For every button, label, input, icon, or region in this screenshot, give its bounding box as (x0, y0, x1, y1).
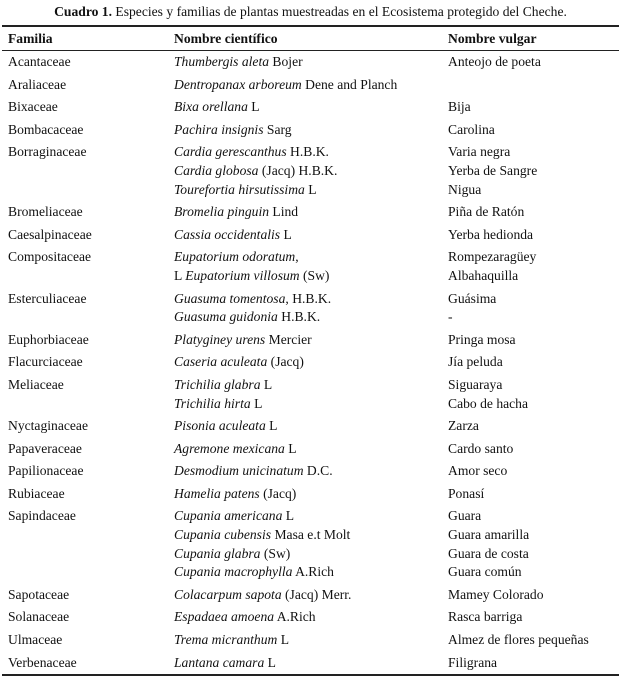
caption-text: Especies y familias de plantas muestreadas en el Ecosistema protegido del Cheche. (112, 4, 567, 19)
familia-cell: Esterculiaceae (8, 290, 87, 306)
species-authority: H.B.K. (286, 144, 329, 160)
scientific-name (174, 417, 442, 436)
nombre-vulgar-cell (442, 224, 619, 247)
species-binomial: Cupania macrophylla (174, 564, 293, 580)
common-name: Carolina (448, 121, 495, 137)
nombre-cientifico-cell (168, 51, 442, 74)
common-name: Guara común (448, 564, 522, 580)
species-authority: (Jacq) Merr. (281, 586, 352, 602)
species-table (2, 25, 619, 676)
scientific-name (174, 631, 442, 650)
species-binomial: Hamelia patens (174, 485, 260, 501)
species-binomial: Pachira insignis (174, 121, 264, 137)
scientific-name (174, 395, 442, 414)
nombre-vulgar-cell (442, 374, 619, 415)
familia-cell: Solanaceae (8, 609, 70, 625)
scientific-name (174, 440, 442, 459)
familia-cell: Papilionaceae (8, 463, 84, 479)
nombre-vulgar-cell (442, 629, 619, 652)
caption-label: Cuadro 1. (54, 4, 113, 19)
scientific-name (174, 143, 442, 162)
scientific-name (174, 507, 442, 526)
familia-cell: Sapotaceae (8, 586, 70, 602)
common-name: Cabo de hacha (448, 395, 529, 411)
species-binomial: Tourefortia hirsutissima (174, 181, 305, 197)
familia-cell: Verbenaceae (2, 652, 168, 676)
table-row (2, 606, 619, 629)
species-binomial: Trichilia glabra (174, 376, 261, 392)
species-binomial: Desmodium unicinatum (174, 463, 304, 479)
nombre-cientifico-cell (168, 483, 442, 506)
species-authority: L (284, 440, 297, 456)
table-row (2, 96, 619, 119)
common-name: Bija (448, 99, 471, 115)
scientific-name (174, 654, 442, 673)
nombre-vulgar-cell (442, 652, 619, 676)
species-authority: L (174, 267, 186, 283)
species-binomial: Cupania glabra (174, 545, 261, 561)
species-binomial: Colacarpum sapota (174, 586, 282, 602)
scientific-name (174, 353, 442, 372)
table-row (2, 74, 619, 97)
nombre-cientifico-cell (168, 584, 442, 607)
nombre-cientifico-cell (168, 288, 442, 329)
common-name: Zarza (448, 418, 479, 434)
table-row (2, 119, 619, 142)
table-row (2, 51, 619, 74)
scientific-name (174, 290, 442, 309)
nombre-vulgar-cell (442, 329, 619, 352)
species-binomial: Cardia globosa (174, 162, 259, 178)
common-name: Piña de Ratón (448, 204, 525, 220)
nombre-vulgar-cell (442, 119, 619, 142)
species-binomial: Pisonia aculeata (174, 418, 266, 434)
common-name: Cardo santo (448, 440, 514, 456)
nombre-cientifico-cell (168, 652, 442, 676)
scientific-name (174, 563, 442, 582)
scientific-name (174, 526, 442, 545)
table-row (2, 438, 619, 461)
species-authority: , (295, 249, 299, 265)
species-authority: L (280, 226, 292, 242)
table-row (2, 141, 619, 201)
species-authority: L (250, 395, 263, 411)
species-authority: Bojer (269, 54, 303, 69)
nombre-cientifico-cell (168, 505, 442, 583)
scientific-name (174, 203, 442, 222)
species-authority: H.B.K. (277, 309, 321, 325)
species-authority: L (265, 418, 278, 434)
species-authority: (Jacq) (259, 485, 297, 501)
common-name: Anteojo de poeta (448, 54, 541, 69)
nombre-vulgar-cell (442, 606, 619, 629)
nombre-cientifico-cell (168, 224, 442, 247)
common-name: Guásima (448, 290, 497, 306)
species-authority: (Sw) (299, 267, 330, 283)
nombre-vulgar-cell (442, 288, 619, 329)
species-binomial: Espadaea amoena (174, 609, 275, 625)
nombre-vulgar-cell (442, 246, 619, 287)
table-caption (0, 4, 621, 20)
scientific-name (174, 485, 442, 504)
table-row (2, 201, 619, 224)
familia-cell: Bombacaceae (8, 121, 84, 137)
species-authority: L (282, 508, 295, 524)
species-authority: L (260, 376, 273, 392)
table-row (2, 629, 619, 652)
species-binomial: Eupatorium villosum (185, 267, 300, 283)
nombre-cientifico-cell (168, 374, 442, 415)
scientific-name (174, 586, 442, 605)
common-name: Ponasí (448, 485, 485, 501)
common-name: Albahaquilla (448, 267, 519, 283)
common-name: Siguaraya (448, 376, 503, 392)
nombre-cientifico-cell (168, 141, 442, 201)
common-name: Varia negra (448, 144, 511, 160)
nombre-cientifico-cell (168, 460, 442, 483)
familia-cell: Caesalpinaceae (8, 226, 92, 242)
nombre-cientifico-cell (168, 329, 442, 352)
common-name: Jía peluda (448, 354, 503, 370)
nombre-vulgar-cell (442, 141, 619, 201)
nombre-vulgar-cell (442, 51, 619, 74)
common-name: Mamey Colorado (448, 586, 544, 602)
species-authority: L (247, 99, 260, 115)
nombre-cientifico-cell (168, 246, 442, 287)
nombre-vulgar-cell (442, 460, 619, 483)
species-binomial: Trema micranthum (174, 632, 278, 648)
nombre-cientifico-cell (168, 74, 442, 97)
familia-cell: Borraginaceae (8, 144, 87, 160)
species-binomial: Cassia occidentalis (174, 226, 281, 242)
familia-cell: Euphorbiaceae (8, 331, 89, 347)
nombre-cientifico-cell (168, 201, 442, 224)
species-binomial: Bixa orellana (174, 99, 248, 115)
common-name: Guara de costa (448, 545, 529, 561)
nombre-cientifico-cell (168, 96, 442, 119)
table-row (2, 483, 619, 506)
header-nombre-cientifico: Nombre científico (168, 26, 442, 51)
species-binomial: Cardia gerescanthus (174, 144, 287, 160)
nombre-vulgar-cell (442, 438, 619, 461)
common-name: Filigrana (448, 654, 498, 670)
nombre-cientifico-cell (168, 438, 442, 461)
nombre-vulgar-cell (442, 505, 619, 583)
table-row (2, 460, 619, 483)
species-authority: D.C. (303, 463, 333, 479)
table-row (2, 415, 619, 438)
species-binomial: Cupania americana (174, 508, 283, 524)
scientific-name (174, 545, 442, 564)
nombre-vulgar-cell (442, 201, 619, 224)
scientific-name (174, 98, 442, 117)
nombre-cientifico-cell (168, 415, 442, 438)
species-authority: (Sw) (260, 545, 291, 561)
nombre-vulgar-cell (442, 584, 619, 607)
table-row (2, 505, 619, 583)
species-binomial: Guasuma guidonia (174, 309, 278, 325)
familia-cell: Sapindaceae (8, 508, 76, 524)
species-binomial: Eupatorium odoratum (174, 249, 296, 265)
table-row (2, 652, 619, 676)
scientific-name (174, 181, 442, 200)
nombre-vulgar-cell (442, 415, 619, 438)
nombre-cientifico-cell (168, 606, 442, 629)
species-authority: Dene and Planch (301, 76, 398, 92)
familia-cell: Bromeliaceae (8, 204, 83, 220)
nombre-vulgar-cell (442, 483, 619, 506)
scientific-name (174, 53, 442, 72)
familia-cell: Papaveraceae (8, 440, 82, 456)
species-binomial: Lantana camara (174, 654, 265, 670)
species-binomial: Caseria aculeata (174, 354, 268, 370)
header-familia: Familia (2, 26, 168, 51)
scientific-name (174, 121, 442, 140)
familia-cell: Nyctaginaceae (8, 418, 88, 434)
common-name: Guara amarilla (448, 527, 530, 543)
species-authority: L (304, 181, 317, 197)
species-authority: Masa e.t Molt (271, 527, 351, 543)
familia-cell: Rubiaceae (8, 485, 65, 501)
common-name: Amor seco (448, 463, 508, 479)
familia-cell: Araliaceae (8, 76, 67, 92)
familia-cell: Bixaceae (8, 99, 58, 115)
scientific-name (174, 226, 442, 245)
species-binomial: Agremone mexicana (174, 440, 285, 456)
scientific-name (174, 376, 442, 395)
scientific-name (174, 608, 442, 627)
familia-cell: Ulmaceae (8, 632, 63, 648)
table-row (2, 374, 619, 415)
common-name: Guara (448, 508, 482, 524)
species-authority: (Jacq) H.B.K. (258, 162, 338, 178)
scientific-name (174, 162, 442, 181)
species-authority: L (277, 632, 290, 648)
table-row (2, 329, 619, 352)
species-binomial: Guasuma tomentosa (174, 290, 286, 306)
scientific-name (174, 308, 442, 327)
table-header (2, 26, 619, 51)
species-authority: Lind (269, 204, 299, 220)
familia-cell: Flacurciaceae (8, 354, 83, 370)
species-binomial: Dentropanax arboreum (174, 76, 302, 92)
table-row (2, 246, 619, 287)
header-nombre-vulgar: Nombre vulgar (442, 26, 619, 51)
common-name: Yerba de Sangre (448, 162, 538, 178)
species-authority: Mercier (265, 331, 312, 347)
scientific-name (174, 76, 442, 95)
scientific-name (174, 331, 442, 350)
familia-cell: Meliaceae (8, 376, 64, 392)
species-binomial: Trichilia hirta (174, 395, 251, 411)
common-name: Rasca barriga (448, 609, 523, 625)
common-name: Pringa mosa (448, 331, 516, 347)
species-binomial: Thumbergis aleta (174, 54, 270, 69)
table-row (2, 351, 619, 374)
species-authority: A.Rich (274, 609, 316, 625)
common-name: Yerba hedionda (448, 226, 534, 242)
species-binomial: Bromelia pinguin (174, 204, 270, 220)
species-binomial: Platygineу urens (174, 331, 266, 347)
nombre-cientifico-cell (168, 119, 442, 142)
scientific-name (174, 267, 442, 286)
nombre-cientifico-cell (168, 629, 442, 652)
species-authority: , H.B.K. (285, 290, 332, 306)
species-authority: L (264, 654, 276, 670)
scientific-name (174, 462, 442, 481)
species-binomial: Cupania cubensis (174, 527, 272, 543)
nombre-vulgar-cell (442, 74, 619, 97)
nombre-vulgar-cell (442, 96, 619, 119)
common-name (448, 76, 619, 95)
table-row (2, 584, 619, 607)
familia-cell: Acantaceae (8, 54, 71, 69)
species-authority: A.Rich (292, 564, 334, 580)
table-row (2, 288, 619, 329)
common-name: Rompezaragüey (448, 249, 537, 265)
familia-cell: Compositaceae (8, 249, 92, 265)
table-row (2, 224, 619, 247)
common-name: Nigua (448, 181, 482, 197)
scientific-name (174, 248, 442, 267)
species-authority: (Jacq) (267, 354, 304, 370)
common-name: Almez de flores pequeñas (448, 632, 589, 648)
species-authority: Sarg (263, 121, 292, 137)
table-body (2, 51, 619, 676)
nombre-vulgar-cell (442, 351, 619, 374)
nombre-cientifico-cell (168, 351, 442, 374)
common-name: - (448, 309, 453, 325)
